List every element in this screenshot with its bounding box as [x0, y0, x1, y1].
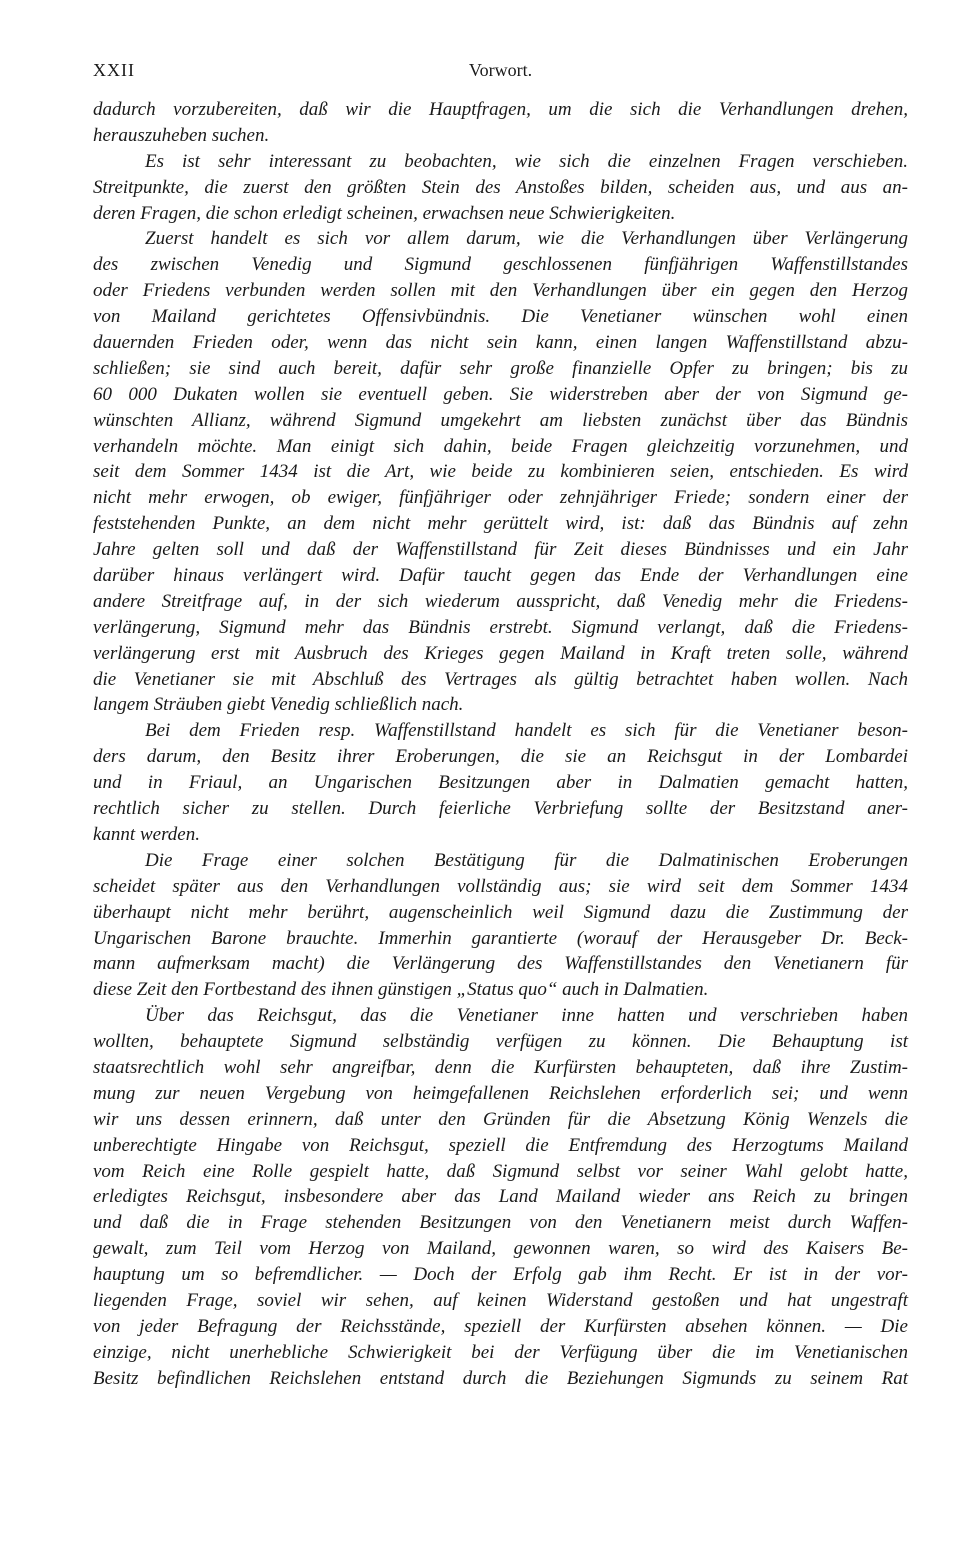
text-line: seit dem Sommer 1434 ist die Art, wie beide zu kombinieren seien, entschieden. Es wird [93, 461, 908, 483]
text-line: erledigtes Reichsgut, insbesondere aber das Land Mailand wieder ans Reich zu bringen [93, 1186, 908, 1208]
text-line: langem Sträuben giebt Venedig schließlich nach. [93, 694, 464, 716]
text-line: verlängerung, Sigmund mehr das Bündnis erstrebt. Sigmund verlangt, daß die Friedens- [93, 616, 908, 638]
text-line: kannt werden. [93, 823, 200, 845]
text-line: wir uns dessen erinnern, daß unter den Gründen für die Absetzung König Wenzels die [93, 1108, 908, 1130]
text-line: vom Reich eine Rolle gespielt hatte, daß Sigmund selbst vor seiner Wahl gelobt hatte, [93, 1160, 908, 1182]
text-line: die Venetianer sie mit Abschluß des Vertrages als gültig betrachtet haben wollen. Nach [93, 668, 908, 690]
text-line: diese Zeit den Fortbestand des ihnen günstigen „Status quo“ auch in Dalmatien. [93, 979, 709, 1001]
text-line: Die Frage einer solchen Bestätigung für die Dalmatinischen Eroberungen [145, 849, 908, 871]
text-line: unberechtigte Hingabe von Reichsgut, speziell die Entfremdung des Herzogtums Mailand [93, 1134, 908, 1156]
text-line: von Mailand gerichtetes Offensivbündnis. Die Venetianer wünschen wohl einen [93, 306, 908, 328]
text-line: wollten, behauptete Sigmund selbständig verfügen zu können. Die Behauptung ist [93, 1031, 908, 1053]
text-line: überhaupt nicht mehr berührt, augenscheinlich weil Sigmund dazu die Zustimmung der [93, 901, 908, 923]
text-line: Über das Reichsgut, das die Venetianer inne hatten und verschrieben haben [145, 1005, 908, 1027]
text-line: Streitpunkte, die zuerst den größten Stein des Anstoßes bilden, scheiden aus, und aus an- [93, 176, 908, 198]
text-line: oder Friedens verbunden werden sollen mit den Verhandlungen über ein gegen den Herzog [93, 280, 908, 302]
text-line: ders darum, den Besitz ihrer Eroberungen, die sie an Reichsgut in der Lombardei [93, 746, 908, 768]
text-line: schließen; sie sind auch bereit, dafür sehr große finanzielle Opfer zu bringen; bis zu [93, 357, 908, 379]
text-line: wünschten Allianz, während Sigmund umgekehrt am liebsten zunächst über das Bündnis [93, 409, 908, 431]
text-line: und daß die in Frage stehenden Besitzungen von den Venetianern meist durch Waffen- [93, 1212, 908, 1234]
text-line: von jeder Befragung der Reichsstände, speziell der Kurfürsten absehen können. — Die [93, 1315, 908, 1337]
text-line: darüber hinaus verlängert wird. Dafür taucht gegen das Ende der Verhandlungen eine [93, 565, 908, 587]
page-number: XXII [93, 60, 135, 80]
running-title: Vorwort. [468, 60, 533, 80]
text-line: verlängerung erst mit Ausbruch des Krieges gegen Mailand in Kraft treten solle, während [93, 642, 908, 664]
text-line: des zwischen Venedig und Sigmund geschlossenen fünfjährigen Waffenstillstandes [93, 254, 908, 276]
text-line: 60 000 Dukaten wollen sie eventuell geben. Sie widerstreben aber der von Sigmund ge- [93, 383, 908, 405]
text-line: mung zur neuen Vergebung von heimgefallenen Reichslehen erforderlich sei; und wenn [93, 1082, 908, 1104]
text-line: Besitz befindlichen Reichslehen entstand durch die Beziehungen Sigmunds zu seinem Rat [93, 1367, 908, 1389]
text-line: andere Streitfrage auf, in der sich wiederum ausspricht, daß Venedig mehr die Friedens- [93, 590, 908, 612]
text-line: deren Fragen, die schon erledigt scheinen, erwachsen neue Schwierigkeiten. [93, 202, 676, 224]
text-line: feststehenden Punkte, an dem nicht mehr gerüttelt wird, ist: daß das Bündnis auf zehn [93, 513, 908, 535]
text-line: rechtlich sicher zu stellen. Durch feierliche Verbriefung sollte der Besitzstand aner- [93, 798, 908, 820]
text-line: gewalt, zum Teil vom Herzog von Mailand, gewonnen waren, so wird des Kaisers Be- [93, 1238, 908, 1260]
text-line: liegenden Frage, soviel wir sehen, auf keinen Widerstand gestoßen und hat ungestraft [93, 1289, 908, 1311]
text-line: staatsrechtlich wohl sehr angreifbar, denn die Kurfürsten behaupteten, daß ihre Zustim- [93, 1056, 908, 1078]
text-line: Zuerst handelt es sich vor allem darum, wie die Verhandlungen über Verlängerung [145, 228, 908, 250]
text-line: mann aufmerksam macht) die Verlängerung des Waffenstillstandes den Venetianern für [93, 953, 908, 975]
text-line: scheidet später aus den Verhandlungen vollständig aus; sie wird seit dem Sommer 1434 [93, 875, 908, 897]
text-line: Es ist sehr interessant zu beobachten, wie sich die einzelnen Fragen verschieben. [145, 150, 908, 172]
text-line: und in Friaul, an Ungarischen Besitzungen aber in Dalmatien gemacht hatten, [93, 772, 908, 794]
body-text [93, 97, 908, 1392]
text-line: dauernden Frieden oder, wenn das nicht sein kann, einen langen Waffenstillstand abzu- [93, 332, 908, 354]
text-line: hauptung um so befremdlicher. — Doch der Erfolg gab ihm Recht. Er ist in der vor- [93, 1264, 908, 1286]
text-line: dadurch vorzubereiten, daß wir die Hauptfragen, um die sich die Verhandlungen drehen, [93, 99, 908, 120]
running-head [93, 60, 908, 84]
text-line: herauszuheben suchen. [93, 124, 270, 146]
text-line: Bei dem Frieden resp. Waffenstillstand handelt es sich für die Venetianer beson- [145, 720, 908, 742]
text-line: Jahre gelten soll und daß der Waffenstillstand für Zeit dieses Bündnisses und ein Jahr [93, 539, 908, 561]
text-line: verhandeln möchte. Man einigt sich dahin, beide Fragen gleichzeitig vorzunehmen, und [93, 435, 908, 457]
text-line: einzige, nicht unerhebliche Schwierigkeit bei der Verfügung über die im Venetianischen [93, 1341, 908, 1363]
text-line: nicht mehr erwogen, ob ewiger, fünfjähriger oder zehnjähriger Friede; sondern einer der [93, 487, 908, 509]
text-line: Ungarischen Barone brauchte. Immerhin garantierte (worauf der Herausgeber Dr. Beck- [93, 927, 908, 949]
